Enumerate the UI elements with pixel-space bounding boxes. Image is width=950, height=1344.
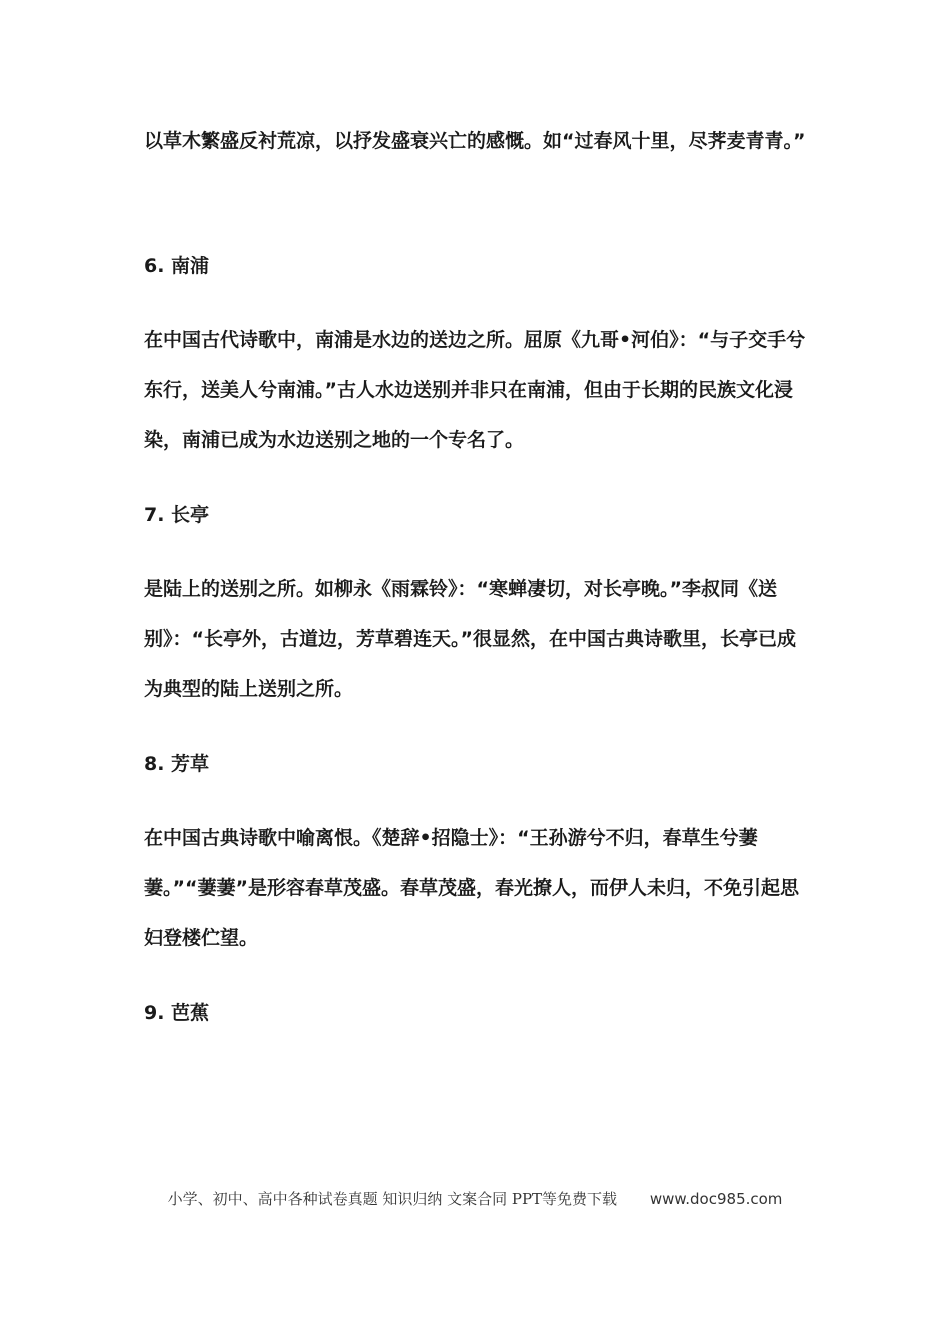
section-7-paragraph: 是陆上的送别之所。如柳永《雨霖铃》：“寒蝉凄切，对长亭晚。”李叔同《送别》：“长亭外，古道边，芳草碧连天。”很显然，在中国古典诗歌里，长亭已成为典型的陆上送别之所。 [144, 578, 796, 700]
footer-text: 小学、初中、高中各种试卷真题 知识归纳 文案合同 PPT等免费下载 [167, 1190, 618, 1208]
page-footer [0, 1188, 950, 1209]
section-6-paragraph: 在中国古代诗歌中，南浦是水边的送边之所。屈原《九哥•河伯》：“与子交手兮东行，送美人兮南浦。”古人水边送别并非只在南浦，但由于长期的民族文化浸染，南浦已成为水边送别之地的一个专名了。 [144, 329, 806, 451]
section-8-paragraph: 在中国古典诗歌中喻离恨。《楚辞•招隐士》：“王孙游兮不归，春草生兮萋萋。”“萋萋”是形容春草茂盛。春草茂盛，春光撩人，而伊人未归，不免引起思妇登楼伫望。 [144, 827, 799, 949]
section-9-heading: 9. 芭蕉 [144, 1002, 210, 1024]
section-7-heading: 7. 长亭 [144, 504, 210, 526]
section-8-heading: 8. 芳草 [144, 753, 210, 775]
footer-url[interactable]: www.doc985.com [649, 1190, 783, 1208]
intro-paragraph: 以草木繁盛反衬荒凉，以抒发盛衰兴亡的感慨。如“过春风十里，尽荠麦青青。” [144, 130, 806, 152]
section-6-heading: 6. 南浦 [144, 255, 210, 277]
